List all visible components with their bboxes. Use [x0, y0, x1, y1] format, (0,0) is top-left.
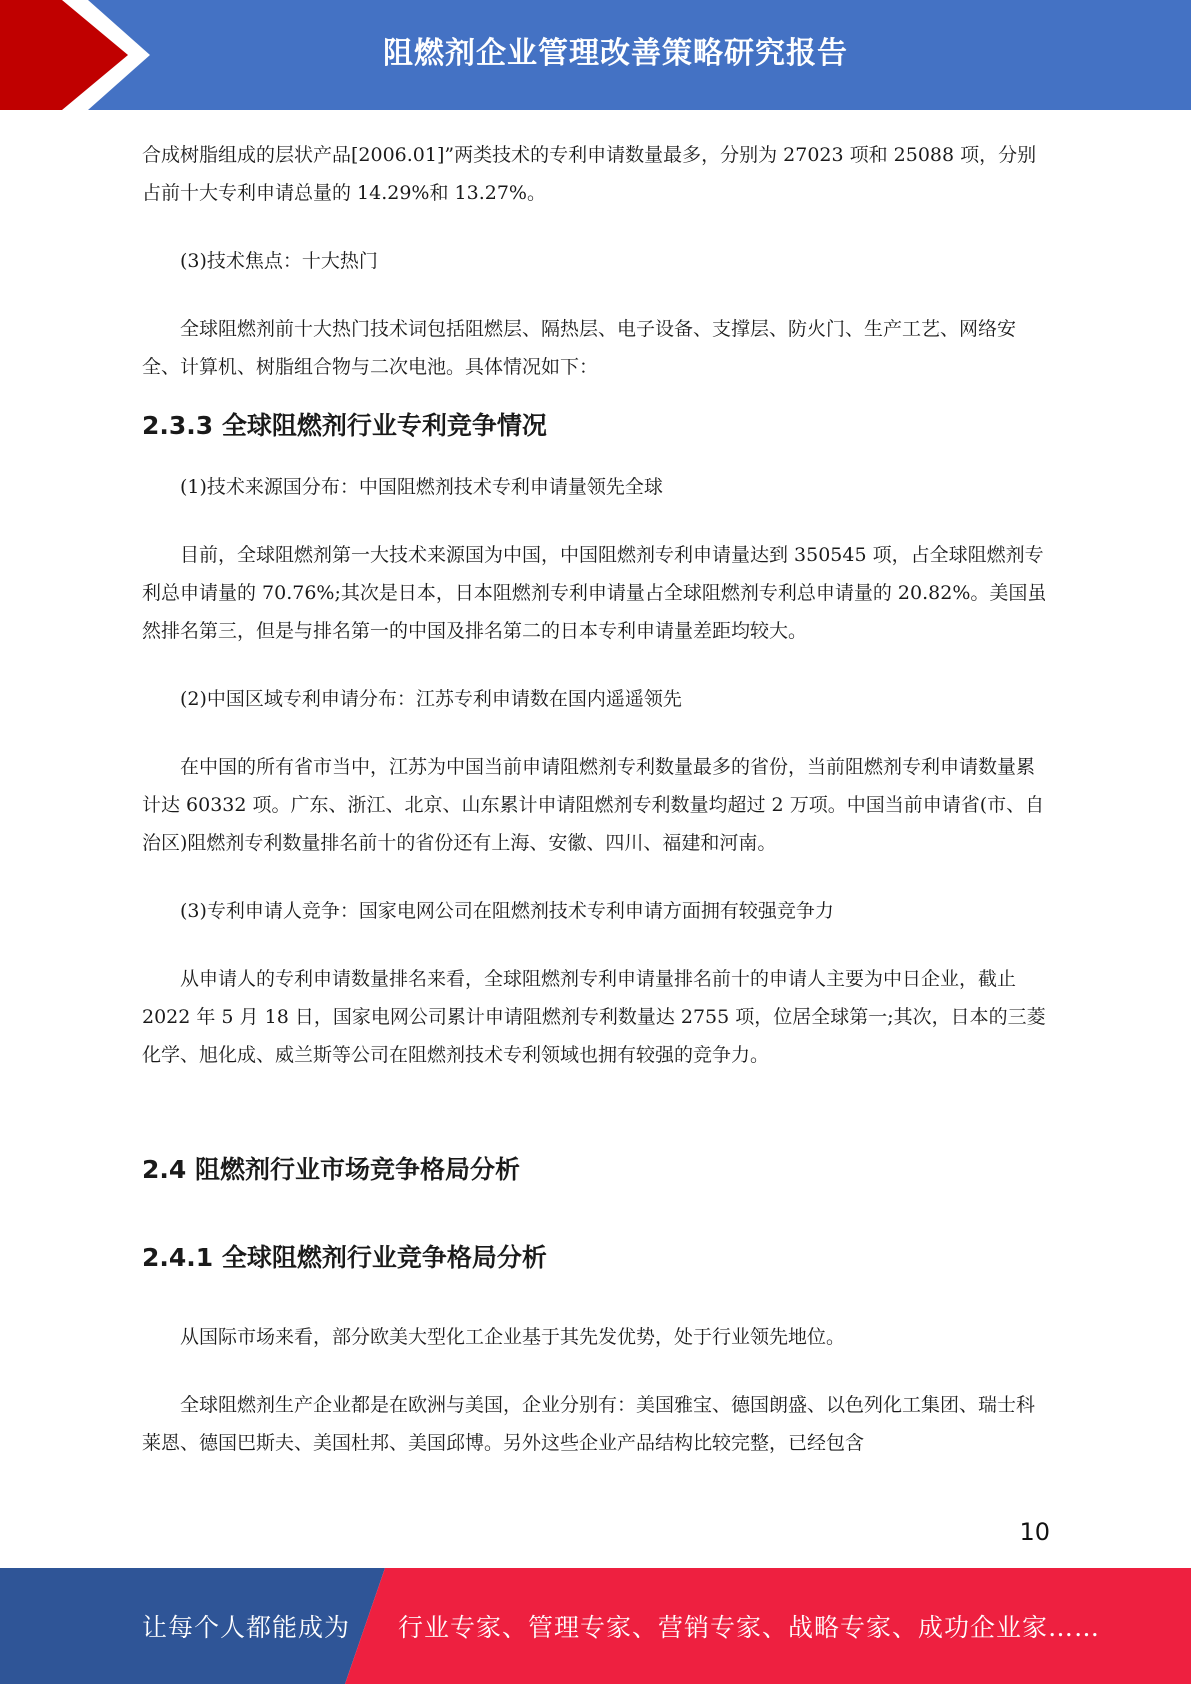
subheading: (1)技术来源国分布：中国阻燃剂技术专利申请量领先全球 — [180, 476, 663, 498]
section-heading-2-4: 2.4 阻燃剂行业市场竞争格局分析 — [142, 1155, 520, 1184]
page-number: 10 — [1019, 1518, 1050, 1546]
subheading: (3)专利申请人竞争：国家电网公司在阻燃剂技术专利申请方面拥有较强竞争力 — [180, 900, 834, 922]
document-body — [142, 136, 1047, 1462]
paragraph: 合成树脂组成的层状产品[2006.01]”两类技术的专利申请数量最多，分别为 27023 项和 25088 项，分别占前十大专利申请总量的 14.29%和 13.27%。 — [142, 144, 1037, 204]
page-header — [0, 0, 1191, 110]
page-footer — [0, 1568, 1191, 1684]
paragraph: 在中国的所有省市当中，江苏为中国当前申请阻燃剂专利数量最多的省份，当前阻燃剂专利申请数量累计达 60332 项。广东、浙江、北京、山东累计申请阻燃剂专利数量均超过 2 万项。中国当前申请省(市、自治区)阻燃剂专利数量排名前十的省份还有上海、安徽、四川、福建和河南。 — [142, 756, 1045, 854]
paragraph: 目前，全球阻燃剂第一大技术来源国为中国，中国阻燃剂专利申请量达到 350545 项，占全球阻燃剂专利总申请量的 70.76%;其次是日本，日本阻燃剂专利申请量占全球阻燃剂专利总申请量的 20.82%。美国虽然排名第三，但是与排名第一的中国及排名第二的日本专利申请量差距均较大。 — [142, 544, 1047, 642]
red-chevron-icon — [0, 0, 150, 110]
paragraph: 全球阻燃剂前十大热门技术词包括阻燃层、隔热层、电子设备、支撑层、防火门、生产工艺、网络安全、计算机、树脂组合物与二次电池。具体情况如下： — [142, 318, 1017, 378]
report-title: 阻燃剂企业管理改善策略研究报告 — [383, 36, 848, 71]
section-heading-2-3-3: 2.3.3 全球阻燃剂行业专利竞争情况 — [142, 411, 547, 440]
subheading: (3)技术焦点：十大热门 — [180, 250, 378, 272]
section-heading-2-4-1: 2.4.1 全球阻燃剂行业竞争格局分析 — [142, 1243, 547, 1272]
footer-slogan-left: 让每个人都能成为 — [142, 1613, 351, 1642]
footer-slogan-right: 行业专家、管理专家、营销专家、战略专家、成功企业家…… — [398, 1613, 1101, 1642]
paragraph: 从国际市场来看，部分欧美大型化工企业基于其先发优势，处于行业领先地位。 — [180, 1326, 846, 1348]
subheading: (2)中国区域专利申请分布：江苏专利申请数在国内遥遥领先 — [180, 688, 682, 710]
paragraph: 全球阻燃剂生产企业都是在欧洲与美国，企业分别有：美国雅宝、德国朗盛、以色列化工集团、瑞士科莱恩、德国巴斯夫、美国杜邦、美国邱博。另外这些企业产品结构比较完整，已经包含 — [142, 1394, 1036, 1454]
paragraph: 从申请人的专利申请数量排名来看，全球阻燃剂专利申请量排名前十的申请人主要为中日企业，截止 2022 年 5 月 18 日，国家电网公司累计申请阻燃剂专利数量达 2755 项，位居全球第一;其次，日本的三菱化学、旭化成、威兰斯等公司在阻燃剂技术专利领域也拥有较强的竞争力。 — [142, 968, 1046, 1066]
